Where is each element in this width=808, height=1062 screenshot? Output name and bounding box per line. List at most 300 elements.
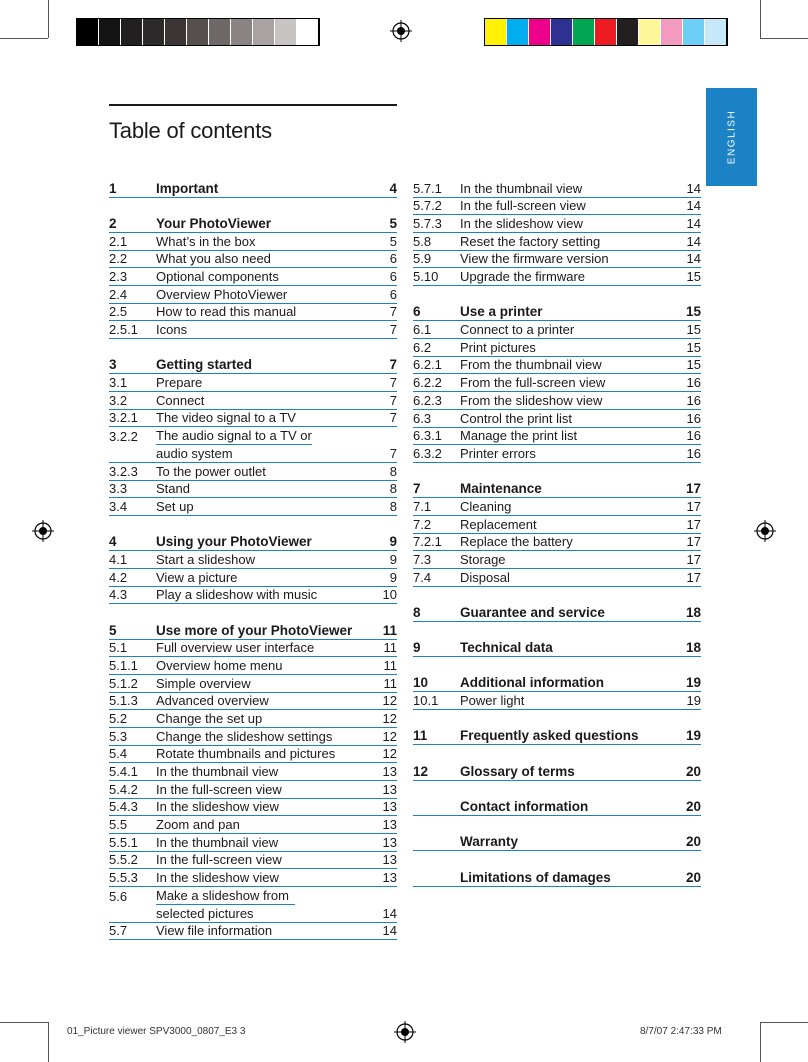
footer-timestamp: 8/7/07 2:47:33 PM	[640, 1026, 722, 1037]
language-tab	[706, 88, 757, 186]
toc-entry-title: How to read this manual	[156, 304, 297, 320]
toc-entry-title: Limitations of damages	[460, 869, 611, 885]
toc-entry-number: 6.2.1	[413, 357, 442, 373]
toc-entry[interactable]	[109, 799, 397, 817]
toc-entry-number: 5.5.2	[109, 852, 138, 868]
toc-entry-title: Start a slideshow	[156, 551, 255, 567]
toc-chapter-entry[interactable]	[413, 640, 701, 658]
toc-entry-title: Change the set up	[156, 710, 263, 726]
color-swatch	[275, 19, 297, 45]
toc-entry-page: 7	[389, 357, 397, 373]
toc-entry-number: 3.4	[109, 498, 128, 514]
toc-entry-title: Maintenance	[460, 481, 542, 497]
toc-entry[interactable]	[109, 781, 397, 799]
color-swatch	[187, 19, 209, 45]
toc-entry-number: 6.3	[413, 410, 432, 426]
toc-entry[interactable]	[109, 498, 397, 516]
toc-entry-title: Zoom and pan	[156, 817, 240, 833]
toc-chapter-entry[interactable]	[413, 834, 701, 852]
toc-entry[interactable]	[413, 516, 701, 534]
toc-entry-page: 11	[382, 622, 397, 638]
toc-entry-title: From the thumbnail view	[460, 357, 602, 373]
toc-entry-title: Icons	[156, 322, 188, 338]
toc-entry-number: 2.5.1	[109, 322, 138, 338]
toc-entry[interactable]	[109, 251, 397, 269]
crop-mark-top-right-h	[760, 38, 808, 39]
toc-entry-title: Using your PhotoViewer	[156, 534, 312, 550]
toc-entry-page: 14	[686, 180, 701, 196]
toc-entry-page: 13	[382, 764, 397, 779]
toc-entry-page: 19	[685, 728, 701, 744]
toc-entry[interactable]	[109, 693, 397, 711]
color-swatch	[507, 19, 529, 45]
toc-entry-title: Change the slideshow settings	[156, 728, 333, 744]
toc-entry-page: 5	[389, 215, 397, 231]
toc-column-right	[413, 180, 701, 887]
toc-entry-number: 4.1	[109, 551, 128, 567]
toc-entry-title: View the firmware version	[460, 251, 609, 267]
toc-entry-page: 7	[389, 392, 397, 408]
toc-entry-title: The audio signal to a TV or	[156, 428, 312, 444]
toc-entry-page: 4	[389, 180, 397, 196]
color-swatch	[529, 19, 551, 45]
registration-target-icon	[394, 1021, 416, 1043]
toc-entry-page: 15	[686, 357, 701, 373]
toc-entry-title: Technical data	[460, 640, 553, 656]
toc-chapter-entry[interactable]	[413, 798, 701, 816]
toc-entry[interactable]	[109, 923, 397, 941]
toc-entry-page: 18	[685, 604, 701, 620]
color-swatch	[77, 19, 99, 45]
toc-entry-title: Advanced overview	[156, 693, 269, 709]
toc-entry-page: 6	[389, 269, 397, 285]
toc-entry-number: 7	[413, 481, 421, 497]
toc-entry[interactable]	[109, 763, 397, 781]
toc-entry-title: In the slideshow view	[156, 799, 279, 815]
toc-entry-page: 16	[686, 375, 701, 391]
toc-chapter-entry[interactable]	[413, 604, 701, 622]
toc-entry-title: Play a slideshow with music	[156, 587, 318, 603]
toc-entry-page: 17	[686, 569, 701, 585]
color-swatch	[551, 19, 573, 45]
toc-entry[interactable]	[109, 728, 397, 746]
toc-entry-page: 7	[389, 304, 397, 320]
toc-chapter-entry[interactable]	[413, 304, 701, 322]
color-swatch	[683, 19, 705, 45]
toc-entry[interactable]	[413, 410, 701, 428]
toc-entry-number: 8	[413, 604, 421, 620]
toc-entry-page: 13	[382, 799, 397, 815]
toc-entry-title: Use more of your PhotoViewer	[156, 622, 353, 638]
toc-entry-title: In the thumbnail view	[460, 180, 583, 196]
toc-entry[interactable]	[413, 215, 701, 233]
toc-entry-page: 17	[686, 534, 701, 550]
toc-entry-page: 7	[389, 410, 397, 426]
toc-entry-title: selected pictures	[156, 905, 254, 921]
toc-entry-title: Upgrade the firmware	[460, 269, 585, 285]
toc-entry-title: Connect to a printer	[460, 322, 575, 338]
toc-entry-title: Prepare	[156, 375, 203, 391]
toc-chapter-entry[interactable]	[109, 180, 397, 198]
toc-chapter-entry[interactable]	[413, 728, 701, 746]
toc-entry-title: Frequently asked questions	[460, 728, 639, 744]
toc-entry-page: 9	[389, 569, 397, 585]
crop-mark-top-left-v	[48, 0, 49, 38]
toc-entry-number: 1	[109, 180, 117, 196]
toc-chapter-entry[interactable]	[109, 215, 397, 233]
toc-entry-number: 3.2.3	[109, 463, 138, 479]
toc-entry[interactable]	[109, 304, 397, 322]
toc-entry-number: 5.4	[109, 746, 128, 762]
toc-entry-title: Additional information	[460, 675, 604, 691]
toc-entry[interactable]	[109, 852, 397, 870]
toc-entry-page: 7	[389, 322, 397, 338]
toc-entry-title: The video signal to a TV	[156, 410, 296, 426]
toc-entry-title: In the slideshow view	[156, 870, 279, 886]
toc-entry-page: 12	[382, 728, 397, 744]
toc-entry-page: 8	[389, 498, 397, 514]
crop-mark-top-left-h	[0, 38, 48, 39]
toc-entry-title: Connect	[156, 392, 205, 408]
toc-entry[interactable]	[109, 887, 397, 905]
toc-entry[interactable]	[413, 233, 701, 251]
toc-entry-number: 2.4	[109, 286, 128, 302]
toc-entry[interactable]	[109, 392, 397, 410]
toc-entry-page: 9	[389, 534, 397, 550]
toc-entry-title: View a picture	[156, 569, 238, 585]
color-swatch	[209, 19, 231, 45]
toc-entry-number: 6.2	[413, 339, 432, 355]
toc-entry-page: 13	[382, 870, 397, 886]
toc-entry-page: 17	[686, 551, 701, 567]
toc-entry[interactable]	[413, 392, 701, 410]
toc-entry[interactable]	[413, 198, 701, 216]
toc-entry-number: 7.3	[413, 551, 432, 567]
toc-entry-number: 5.3	[109, 728, 128, 744]
registration-target-icon	[32, 520, 54, 542]
toc-entry-page: 14	[686, 216, 701, 232]
toc-entry[interactable]	[109, 268, 397, 286]
toc-entry-page: 14	[686, 198, 701, 214]
language-tab-label: ENGLISH	[726, 109, 737, 165]
toc-entry-number: 10	[413, 675, 429, 691]
toc-entry-title: From the slideshow view	[460, 392, 603, 408]
toc-column-left	[109, 180, 397, 940]
toc-entry-page: 17	[686, 516, 701, 532]
toc-entry[interactable]	[109, 551, 397, 569]
toc-chapter-entry[interactable]	[109, 533, 397, 551]
toc-entry[interactable]	[109, 569, 397, 587]
toc-entry-number: 5.9	[413, 251, 432, 267]
toc-entry-page: 16	[686, 410, 701, 426]
toc-entry-page: 14	[382, 923, 397, 939]
toc-entry-number: 6.2.3	[413, 392, 442, 408]
toc-entry-number: 5.7.1	[413, 180, 442, 196]
toc-entry[interactable]	[109, 427, 397, 445]
toc-entry-number: 5.1	[109, 640, 128, 656]
toc-entry-number: 5.7	[109, 923, 128, 939]
toc-entry-title: What’s in the box	[156, 233, 256, 249]
toc-entry-page: 15	[685, 304, 701, 320]
toc-entry-page: 9	[389, 551, 397, 567]
toc-entry-number: 5.1.1	[109, 657, 138, 673]
color-swatch	[485, 19, 507, 45]
toc-chapter-entry[interactable]	[109, 357, 397, 375]
toc-entry-title: Printer errors	[460, 445, 536, 461]
toc-entry-title: Print pictures	[460, 339, 536, 355]
toc-entry-page: 7	[389, 375, 397, 391]
toc-entry-number: 3.3	[109, 481, 128, 497]
registration-target-icon	[390, 20, 412, 42]
crop-mark-bottom-left-h	[0, 1022, 48, 1023]
toc-entry-title: Set up	[156, 498, 194, 514]
toc-entry-title: Overview home menu	[156, 657, 283, 673]
toc-entry[interactable]	[109, 834, 397, 852]
toc-entry-number: 3.2.2	[109, 429, 138, 445]
color-swatch	[661, 19, 683, 45]
toc-entry-number: 5.2	[109, 710, 128, 726]
toc-entry-number: 5.10	[413, 269, 439, 285]
toc-entry[interactable]	[109, 374, 397, 392]
toc-entry-title: View file information	[156, 923, 273, 939]
toc-entry[interactable]	[109, 587, 397, 605]
toc-entry-title: Storage	[460, 551, 506, 567]
toc-entry-title: Optional components	[156, 269, 279, 285]
toc-entry-page: 13	[382, 852, 397, 868]
color-swatch	[617, 19, 639, 45]
toc-entry-number: 3	[109, 357, 117, 373]
toc-entry-number: 6.1	[413, 322, 432, 338]
toc-entry[interactable]	[109, 321, 397, 339]
toc-entry-number: 3.1	[109, 375, 128, 391]
toc-entry-number: 5.5	[109, 817, 128, 833]
toc-entry-page: 11	[383, 640, 397, 656]
toc-entry[interactable]	[413, 445, 701, 463]
toc-entry-number: 4	[109, 534, 117, 550]
toc-entry[interactable]	[413, 692, 701, 710]
toc-entry-number: 5.4.2	[109, 781, 138, 797]
toc-entry-title: Contact information	[460, 799, 589, 814]
toc-entry-number: 12	[413, 763, 429, 779]
toc-entry-title: audio system	[156, 445, 233, 461]
toc-entry-page: 17	[686, 498, 701, 514]
toc-entry-title: Rotate thumbnails and pictures	[156, 746, 336, 762]
toc-entry[interactable]	[109, 657, 397, 675]
toc-entry[interactable]	[109, 905, 397, 923]
toc-entry[interactable]	[109, 410, 397, 428]
toc-entry-number: 2.2	[109, 251, 128, 267]
toc-entry[interactable]	[109, 816, 397, 834]
toc-entry[interactable]	[413, 321, 701, 339]
toc-entry-number: 2	[109, 215, 117, 231]
toc-entry-title: Disposal	[460, 569, 510, 585]
toc-entry-number: 5	[109, 622, 117, 638]
toc-entry[interactable]	[413, 428, 701, 446]
toc-entry-page: 15	[686, 339, 701, 355]
toc-entry-title: In the thumbnail view	[156, 764, 279, 779]
toc-entry-page: 8	[389, 481, 397, 497]
toc-entry-number: 2.5	[109, 304, 128, 320]
toc-entry[interactable]	[413, 357, 701, 375]
toc-entry[interactable]	[413, 569, 701, 587]
toc-entry-title: Stand	[156, 481, 190, 497]
toc-entry-title: In the full-screen view	[156, 781, 282, 797]
toc-entry-number: 3.2.1	[109, 410, 138, 426]
toc-entry[interactable]	[413, 534, 701, 552]
color-swatch	[639, 19, 661, 45]
toc-entry-title: Important	[156, 180, 219, 196]
toc-entry-title: What you also need	[156, 251, 271, 267]
toc-entry-page: 5	[389, 233, 397, 249]
toc-entry[interactable]	[109, 869, 397, 887]
process-color-bar	[484, 18, 728, 46]
toc-entry[interactable]	[109, 463, 397, 481]
toc-entry-page: 15	[686, 322, 701, 338]
grayscale-color-bar	[76, 18, 320, 46]
toc-entry-page: 6	[389, 251, 397, 267]
toc-entry-number: 5.8	[413, 233, 432, 249]
toc-entry-number: 7.2.1	[413, 534, 442, 550]
toc-entry-page: 20	[685, 799, 701, 814]
toc-entry-page: 20	[685, 869, 701, 885]
title-rule	[109, 104, 397, 106]
toc-entry-number: 10.1	[413, 693, 439, 709]
toc-entry[interactable]	[109, 233, 397, 251]
toc-entry-number: 11	[413, 728, 428, 744]
toc-entry-title: In the slideshow view	[460, 216, 583, 232]
crop-mark-bottom-right-v	[760, 1022, 761, 1062]
toc-entry-title: Simple overview	[156, 675, 251, 691]
toc-entry-number: 2.3	[109, 269, 128, 285]
toc-entry-number: 7.1	[413, 498, 432, 514]
crop-mark-bottom-left-v	[48, 1022, 49, 1062]
toc-entry-number: 5.1.2	[109, 675, 138, 691]
toc-entry-number: 5.7.2	[413, 198, 442, 214]
toc-entry-page: 6	[389, 286, 397, 302]
toc-entry[interactable]	[413, 498, 701, 516]
toc-entry-number: 6.2.2	[413, 375, 442, 391]
toc-entry-page: 19	[685, 675, 701, 691]
toc-entry-number: 6	[413, 304, 421, 320]
toc-entry-title: Getting started	[156, 357, 253, 373]
toc-entry-title: Manage the print list	[460, 428, 578, 444]
color-swatch	[121, 19, 143, 45]
toc-entry-number: 5.5.3	[109, 870, 138, 886]
toc-entry-title: Cleaning	[460, 498, 512, 514]
color-swatch	[231, 19, 253, 45]
toc-entry-title: Full overview user interface	[156, 640, 315, 656]
toc-entry[interactable]	[109, 286, 397, 304]
toc-entry[interactable]	[413, 551, 701, 569]
toc-entry-page: 18	[685, 640, 701, 656]
toc-entry[interactable]	[109, 710, 397, 728]
toc-entry-number: 2.1	[109, 233, 128, 249]
toc-entry[interactable]	[413, 374, 701, 392]
toc-entry-number: 9	[413, 640, 421, 656]
toc-entry-title: Your PhotoViewer	[156, 215, 272, 231]
toc-entry-number: 7.2	[413, 516, 432, 532]
toc-entry[interactable]	[109, 481, 397, 499]
toc-entry-title: Control the print list	[460, 410, 572, 426]
color-swatch	[99, 19, 121, 45]
toc-entry-title: To the power outlet	[156, 463, 266, 479]
toc-entry-page: 14	[686, 233, 701, 249]
toc-entry-page: 16	[686, 428, 701, 444]
toc-entry-page: 20	[685, 834, 701, 850]
footer-job-info: 01_Picture viewer SPV3000_0807_E3 3	[67, 1026, 246, 1037]
crop-mark-top-right-v	[760, 0, 761, 38]
toc-chapter-entry[interactable]	[413, 481, 701, 499]
toc-entry-page: 12	[382, 710, 397, 726]
toc-entry[interactable]	[413, 180, 701, 198]
toc-entry-number: 3.2	[109, 392, 128, 408]
toc-entry-title: Replacement	[460, 516, 537, 532]
toc-entry-number: 5.4.1	[109, 764, 138, 779]
toc-chapter-entry[interactable]	[109, 622, 397, 640]
toc-chapter-entry[interactable]	[413, 763, 701, 781]
toc-entry-page: 14	[382, 905, 397, 921]
toc-entry-title: Reset the factory setting	[460, 233, 601, 249]
toc-entry-page: 11	[383, 675, 397, 691]
toc-entry-page: 17	[685, 481, 701, 497]
color-swatch	[595, 19, 617, 45]
toc-entry-page: 8	[389, 463, 397, 479]
registration-target-icon	[754, 520, 776, 542]
toc-entry-title: Use a printer	[460, 304, 543, 320]
toc-entry-page: 14	[686, 251, 701, 267]
toc-entry-title: Make a slideshow from	[156, 887, 295, 905]
toc-entry[interactable]	[413, 251, 701, 269]
page-title: Table of contents	[109, 118, 272, 143]
toc-entry-page: 19	[686, 693, 701, 709]
toc-entry-number: 5.4.3	[109, 799, 138, 815]
toc-entry-page: 11	[383, 657, 397, 673]
toc-entry-number: 4.2	[109, 569, 128, 585]
toc-entry-page: 15	[686, 269, 701, 285]
toc-entry-page: 20	[685, 763, 701, 779]
toc-entry-title: In the full-screen view	[460, 198, 586, 214]
toc-entry[interactable]	[109, 445, 397, 463]
toc-entry[interactable]	[109, 675, 397, 693]
toc-entry[interactable]	[413, 268, 701, 286]
toc-entry-page: 10	[382, 587, 397, 603]
toc-entry[interactable]	[109, 746, 397, 764]
toc-chapter-entry[interactable]	[413, 675, 701, 693]
color-swatch	[705, 19, 727, 45]
toc-entry[interactable]	[109, 640, 397, 658]
toc-entry-number: 6.3.2	[413, 445, 442, 461]
toc-entry-title: In the thumbnail view	[156, 834, 279, 850]
toc-entry-page: 13	[382, 834, 397, 850]
toc-entry-page: 7	[389, 445, 397, 461]
toc-entry-title: From the full-screen view	[460, 375, 606, 391]
toc-entry-title: Warranty	[460, 834, 519, 850]
toc-entry-number: 5.6	[109, 888, 128, 904]
toc-entry-page: 13	[382, 781, 397, 797]
toc-entry-title: Guarantee and service	[460, 604, 605, 620]
toc-entry-number: 6.3.1	[413, 428, 442, 444]
toc-entry-number: 5.7.3	[413, 216, 442, 232]
toc-entry[interactable]	[413, 339, 701, 357]
toc-entry-page: 12	[382, 693, 397, 709]
crop-mark-bottom-right-h	[760, 1022, 808, 1023]
toc-entry-title: Glossary of terms	[460, 763, 575, 779]
toc-entry-number: 5.1.3	[109, 693, 138, 709]
toc-entry-number: 4.3	[109, 587, 128, 603]
toc-chapter-entry[interactable]	[413, 869, 701, 887]
toc-entry-title: In the full-screen view	[156, 852, 282, 868]
toc-entry-number: 5.5.1	[109, 834, 138, 850]
